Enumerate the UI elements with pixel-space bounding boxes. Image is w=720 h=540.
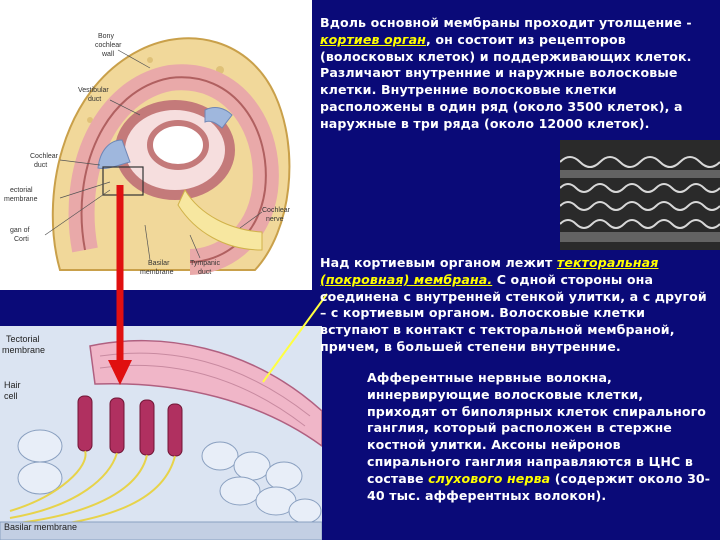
p2-rest: С одной стороны она соединена с внутренней стенкой улитки, а с другой – с кортиевым органом. Волосковые клетки вступают в контакт с текторальной мембраной, причем, в большей степени внутренние. (320, 271, 707, 354)
label-tectorial: ectorial (10, 187, 33, 194)
label-basilar-membrane-2: membrane (140, 269, 174, 276)
paragraph-afferent-fibers (367, 370, 715, 504)
label-basilar-membrane: Basilar (148, 260, 170, 267)
hair-cell-micrograph (560, 140, 720, 250)
label-tectorial-2: membrane (4, 196, 38, 203)
label-tympanic-duct-2: duct (198, 269, 212, 276)
label-organ-of-corti: gan of (10, 227, 30, 234)
p1-organ-of-corti-term: кортиев орган (320, 31, 426, 47)
p1-lead: Вдоль основной мембраны проходит утолщение - (320, 15, 692, 30)
label-tympanic-duct: Tympanic (190, 260, 220, 267)
paragraph-tectorial-membrane (320, 255, 715, 356)
label-basilar-membrane-bottom: Basilar membrane (4, 522, 78, 532)
paragraph-organ-of-corti (320, 15, 715, 133)
label-cochlear-duct: Cochlear (30, 153, 59, 160)
label-vestibular-duct: Vestibular (78, 87, 109, 94)
zoom-arrow (100, 180, 140, 390)
label-bony-wall-3: wall (102, 51, 115, 58)
label-tectorial-membrane-2: membrane (2, 345, 46, 355)
label-organ-of-corti-2: Corti (14, 236, 29, 243)
label-bony-wall-2: cochlear (95, 42, 122, 49)
label-cochlear-nerve-2: nerve (266, 216, 284, 223)
p2-tectorial-term: текторальная (покровная) мембрана. (320, 255, 659, 287)
label-hair-cell: Hair (4, 380, 21, 390)
p1-rest: , он состоит из рецепторов (волосковых клеток) и поддерживающих клеток. Различают внутренние и наружные волосковые клетки. Внутренние волосковые клетки расположены в один ряд (около 3500 клеток), а наружные в три ряда (около 12000 клеток). (320, 31, 692, 131)
p3-lead: Афферентные нервные волокна, иннервирующие волосковые клетки, приходят от биполярных клеток спирального ганглия, который расположен в стержне костной улитки. Аксоны нейронов спирального ганглия направляются в ЦНС в составе (367, 370, 707, 486)
label-hair-cell-2: cell (4, 391, 18, 401)
p3-auditory-nerve-term: слухового нерва (428, 470, 551, 486)
label-vestibular-duct-2: duct (88, 96, 102, 103)
label-bony-wall: Bony (98, 33, 114, 40)
cochlea-cross-section-diagram (0, 0, 312, 290)
p2-lead: Над кортиевым органом лежит (320, 255, 553, 270)
label-tectorial-membrane: Tectorial (6, 334, 40, 344)
label-cochlear-duct-2: duct (34, 162, 48, 169)
label-cochlear-nerve: Cochlear (262, 207, 291, 214)
p3-rest: (содержит около 30-40 тыс. афферентных волокон). (367, 470, 711, 503)
